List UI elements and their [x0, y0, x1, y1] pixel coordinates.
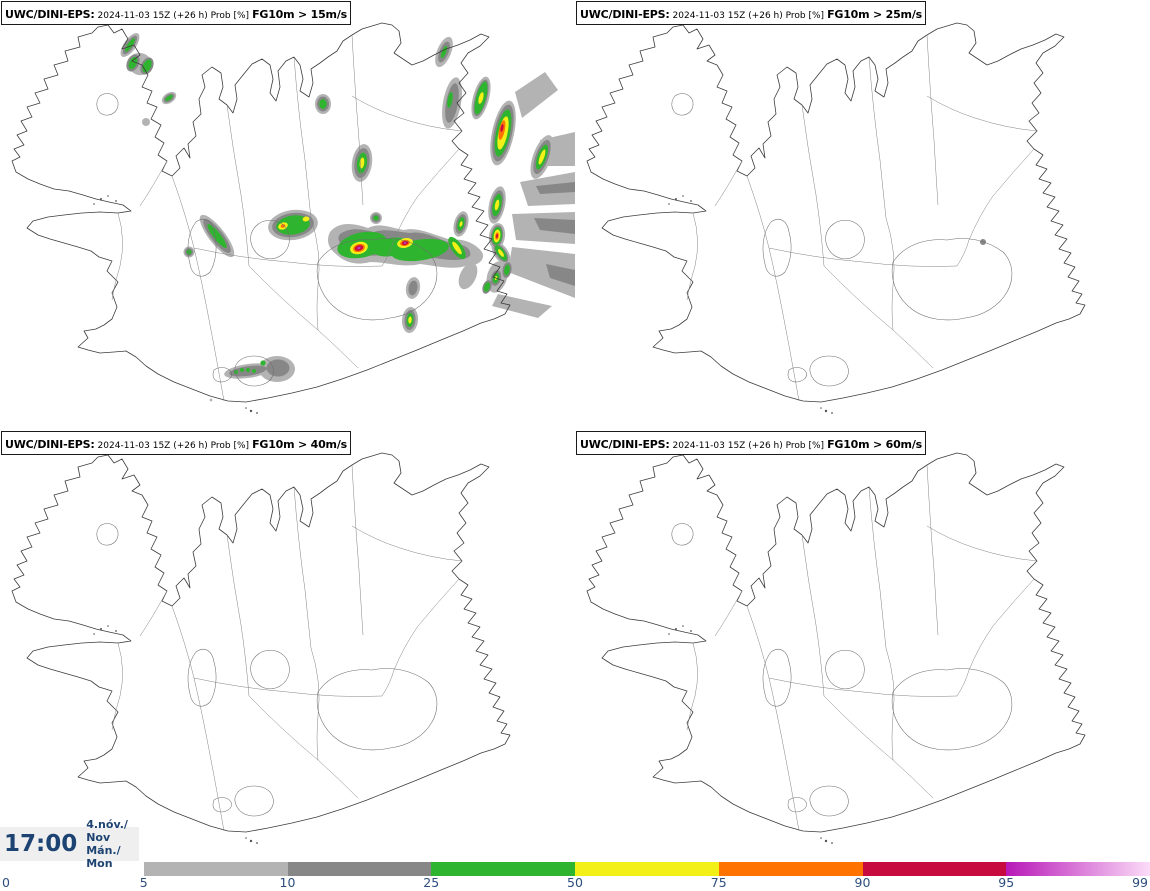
colorbar-segment-5-10 — [144, 862, 288, 876]
map-panel-fg60 — [575, 430, 1150, 860]
map-panel-fg25 — [575, 0, 1150, 430]
product-label: UWC/DINI-EPS: — [580, 8, 670, 21]
iceland-map — [575, 430, 1150, 860]
run-info: 2024-11-03 15Z (+26 h) Prob [%] — [672, 441, 825, 451]
probability-colorbar — [0, 862, 1150, 876]
iceland-map — [0, 0, 575, 430]
valid-date — [86, 818, 139, 870]
prob-layer-5 — [117, 30, 575, 401]
colorbar-tick-90: 90 — [854, 875, 871, 890]
probability-overlay — [117, 30, 575, 401]
run-info: 2024-11-03 15Z (+26 h) Prob [%] — [97, 11, 250, 21]
colorbar-tick-0: 0 — [2, 875, 10, 890]
threshold-label: FG10m > 60m/s — [827, 438, 922, 451]
iceland-map — [575, 0, 1150, 430]
iceland-map — [0, 430, 575, 860]
valid-date-top: 4.nóv./ Nov — [86, 818, 128, 844]
colorbar-segment-90-95 — [863, 862, 1007, 876]
product-label: UWC/DINI-EPS: — [5, 438, 95, 451]
colorbar-segment-95-99 — [1006, 862, 1150, 876]
colorbar-tick-95: 95 — [998, 875, 1015, 890]
colorbar-tick-99: 99 — [1132, 875, 1148, 890]
threshold-label: FG10m > 25m/s — [827, 8, 922, 21]
panel-title — [576, 431, 926, 455]
product-label: UWC/DINI-EPS: — [580, 438, 670, 451]
prob-layer-10 — [120, 34, 575, 379]
colorbar-segment-50-75 — [575, 862, 719, 876]
colorbar-segment-10-25 — [288, 862, 432, 876]
threshold-label: FG10m > 15m/s — [252, 8, 347, 21]
valid-date-bottom: Mán./ Mon — [86, 844, 121, 870]
valid-time-box — [0, 818, 139, 870]
run-info: 2024-11-03 15Z (+26 h) Prob [%] — [672, 11, 825, 21]
valid-time: 17:00 — [4, 831, 78, 857]
map-panel-fg40 — [0, 430, 575, 860]
colorbar-tick-10: 10 — [279, 875, 296, 890]
panel-title — [1, 1, 351, 25]
colorbar-tick-25: 25 — [423, 875, 440, 890]
run-info: 2024-11-03 15Z (+26 h) Prob [%] — [97, 441, 250, 451]
prob-layer-25 — [123, 37, 550, 374]
colorbar-tick-75: 75 — [710, 875, 727, 890]
colorbar-segment-25-50 — [431, 862, 575, 876]
panel-title — [1, 431, 351, 455]
colorbar-tick-5: 5 — [139, 875, 148, 890]
product-label: UWC/DINI-EPS: — [5, 8, 95, 21]
colorbar-ticks — [0, 875, 1150, 891]
panel-title — [576, 1, 926, 25]
colorbar-tick-50: 50 — [567, 875, 583, 890]
colorbar-segment-75-90 — [719, 862, 863, 876]
map-panel-fg15 — [0, 0, 575, 430]
threshold-label: FG10m > 40m/s — [252, 438, 347, 451]
